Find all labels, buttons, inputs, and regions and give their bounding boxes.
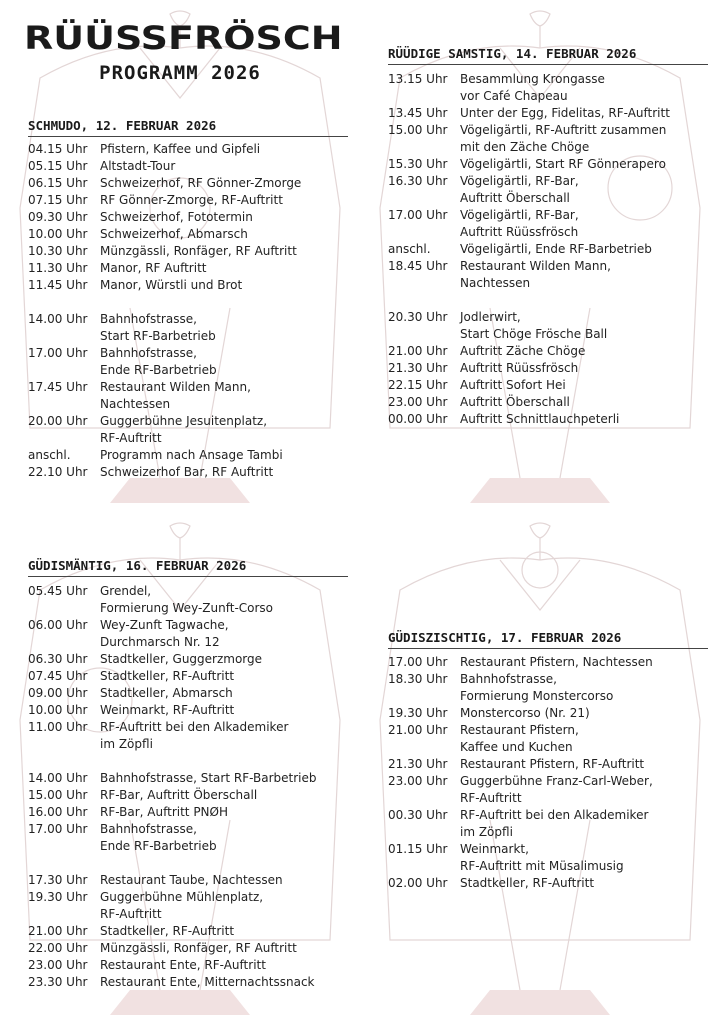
event-time: 09.30 Uhr: [28, 210, 88, 224]
schedule-row: [28, 583, 358, 617]
day-title: GÜDISZISCHTIG, 17. FEBRUAR 2026: [388, 630, 622, 645]
event-time: 22.15 Uhr: [388, 378, 448, 392]
schedule-row: [28, 464, 358, 481]
event-time: 17.00 Uhr: [28, 822, 88, 836]
event-time: 17.00 Uhr: [388, 655, 448, 669]
schedule-row: [388, 377, 718, 394]
event-time: 05.45 Uhr: [28, 584, 88, 598]
event-text: Stadtkeller, Abmarsch: [100, 686, 233, 700]
event-text: Stadtkeller, RF-Auftritt: [100, 924, 235, 938]
program-card-monday: [10, 520, 350, 1015]
event-time: 21.30 Uhr: [388, 361, 448, 375]
event-time: 15.00 Uhr: [28, 788, 88, 802]
schedule-row: [388, 807, 718, 841]
event-time: 13.15 Uhr: [388, 72, 448, 86]
event-time: 16.00 Uhr: [28, 805, 88, 819]
event-time: 04.15 Uhr: [28, 142, 88, 156]
event-text: Stadtkeller, RF-Auftritt: [100, 669, 235, 683]
schedule-row: [28, 345, 358, 379]
event-text: RF-Bar, Auftritt PNØH: [100, 805, 228, 819]
schedule-row: [28, 923, 358, 940]
schedule-row: [28, 787, 358, 804]
event-text: Auftritt Öberschall: [460, 395, 570, 409]
event-time: 21.00 Uhr: [388, 344, 448, 358]
schedule-row: [28, 685, 358, 702]
event-time: 15.00 Uhr: [388, 123, 448, 137]
schedule-row: [28, 158, 358, 175]
event-time: 23.00 Uhr: [28, 958, 88, 972]
schedule-row: [28, 617, 358, 651]
event-text: Bahnhofstrasse, Start RF-Barbetrieb: [100, 312, 216, 343]
event-time: 10.00 Uhr: [28, 703, 88, 717]
event-text: RF-Bar, Auftritt Öberschall: [100, 788, 258, 802]
event-text: Auftritt Zäche Chöge: [460, 344, 586, 358]
event-time: 20.00 Uhr: [28, 414, 88, 428]
event-time: anschl.: [28, 448, 71, 462]
brand-wordmark: RÜÜSSFRÖSCH: [24, 19, 343, 57]
event-text: Bahnhofstrasse, Ende RF-Barbetrieb: [100, 346, 217, 377]
schedule-row: [388, 394, 718, 411]
schedule-row: [28, 872, 358, 889]
event-text: Auftritt Rüüssfrösch: [460, 361, 579, 375]
event-time: anschl.: [388, 242, 431, 256]
schedule-row: [28, 447, 358, 464]
event-time: 19.30 Uhr: [388, 706, 448, 720]
event-text: Bahnhofstrasse, Formierung Monstercorso: [460, 672, 614, 703]
event-text: Jodlerwirt, Start Chöge Frösche Ball: [460, 310, 608, 341]
event-text: Vögeligärtli, RF-Auftritt zusammen mit den Zäche Chöge: [460, 123, 667, 154]
title-divider: [388, 64, 708, 65]
program-card-saturday: [370, 8, 710, 503]
event-text: Restaurant Taube, Nachtessen: [100, 873, 283, 887]
event-text: Schweizerhof Bar, RF Auftritt: [100, 465, 274, 479]
event-text: Vögeligärtli, RF-Bar, Auftritt Rüüssfrösch: [460, 208, 579, 239]
event-time: 20.30 Uhr: [388, 310, 448, 324]
event-text: Restaurant Wilden Mann, Nachtessen: [460, 259, 611, 290]
schedule-row: [388, 722, 718, 756]
event-time: 16.30 Uhr: [388, 174, 448, 188]
event-text: Münzgässli, Ronfäger, RF Auftritt: [100, 244, 297, 258]
event-text: Guggerbühne Franz-Carl-Weber, RF-Auftritt: [460, 774, 653, 805]
event-text: Guggerbühne Jesuitenplatz, RF-Auftritt: [100, 414, 268, 445]
event-time: 06.30 Uhr: [28, 652, 88, 666]
schedule-row: [28, 141, 358, 158]
event-text: Schweizerhof, RF Gönner-Zmorge: [100, 176, 302, 190]
event-time: 00.30 Uhr: [388, 808, 448, 822]
schedule-row: [28, 209, 358, 226]
program-subtitle: PROGRAMM 2026: [99, 62, 261, 84]
program-card-tuesday: [370, 520, 710, 1015]
schedule-row: [28, 889, 358, 923]
schedule-row: [388, 122, 718, 156]
schedule-row: [388, 71, 718, 105]
event-text: Auftritt Schnittlauchpeterli: [460, 412, 620, 426]
event-time: 17.45 Uhr: [28, 380, 88, 394]
schedule-row: [28, 175, 358, 192]
event-time: 14.00 Uhr: [28, 771, 88, 785]
schedule-row: [28, 243, 358, 260]
event-text: Weinmarkt, RF-Auftritt: [100, 703, 235, 717]
day-title: GÜDISMÄNTIG, 16. FEBRUAR 2026: [28, 558, 247, 573]
schedule-row: [388, 705, 718, 722]
event-time: 13.45 Uhr: [388, 106, 448, 120]
schedule-row: [28, 413, 358, 447]
event-time: 17.00 Uhr: [28, 346, 88, 360]
event-time: 00.00 Uhr: [388, 412, 448, 426]
event-text: Wey-Zunft Tagwache, Durchmarsch Nr. 12: [100, 618, 229, 649]
event-text: Stadtkeller, Guggerzmorge: [100, 652, 263, 666]
event-time: 10.30 Uhr: [28, 244, 88, 258]
event-text: Manor, RF Auftritt: [100, 261, 207, 275]
event-text: Vögeligärtli, RF-Bar, Auftritt Öberschall: [460, 174, 579, 205]
schedule-row: [28, 260, 358, 277]
schedule-row: [28, 974, 358, 991]
schedule-row: [388, 875, 718, 892]
title-divider: [28, 576, 348, 577]
event-time: 11.45 Uhr: [28, 278, 88, 292]
event-time: 19.30 Uhr: [28, 890, 88, 904]
day-title: SCHMUDO, 12. FEBRUAR 2026: [28, 118, 217, 133]
schedule-row: [388, 411, 718, 428]
event-time: 22.00 Uhr: [28, 941, 88, 955]
event-time: 02.00 Uhr: [388, 876, 448, 890]
event-time: 17.00 Uhr: [388, 208, 448, 222]
event-text: Guggerbühne Mühlenplatz, RF-Auftritt: [100, 890, 264, 921]
event-text: RF Gönner-Zmorge, RF-Auftritt: [100, 193, 283, 207]
event-text: RF-Auftritt bei den Alkademiker im Zöpfli: [100, 720, 289, 751]
schedule-row: [28, 311, 358, 345]
event-text: Bahnhofstrasse, Ende RF-Barbetrieb: [100, 822, 217, 853]
event-time: 07.15 Uhr: [28, 193, 88, 207]
event-time: 05.15 Uhr: [28, 159, 88, 173]
schedule-row: [28, 651, 358, 668]
title-divider: [388, 648, 708, 649]
day-title: RÜÜDIGE SAMSTIG, 14. FEBRUAR 2026: [388, 46, 637, 61]
schedule-list: [28, 141, 358, 481]
event-text: Grendel, Formierung Wey-Zunft-Corso: [100, 584, 274, 615]
event-text: Münzgässli, Ronfäger, RF Auftritt: [100, 941, 297, 955]
event-time: 22.10 Uhr: [28, 465, 88, 479]
schedule-list: [388, 71, 718, 428]
schedule-row: [388, 173, 718, 207]
event-text: Restaurant Pfistern, Kaffee und Kuchen: [460, 723, 579, 754]
event-time: 07.45 Uhr: [28, 669, 88, 683]
event-time: 06.15 Uhr: [28, 176, 88, 190]
event-time: 01.15 Uhr: [388, 842, 448, 856]
event-time: 17.30 Uhr: [28, 873, 88, 887]
event-text: Schweizerhof, Abmarsch: [100, 227, 248, 241]
schedule-row: [28, 770, 358, 787]
event-time: 18.45 Uhr: [388, 259, 448, 273]
schedule-list: [388, 654, 718, 892]
event-time: 21.30 Uhr: [388, 757, 448, 771]
event-time: 14.00 Uhr: [28, 312, 88, 326]
event-text: Vögeligärtli, Ende RF-Barbetrieb: [460, 242, 652, 256]
schedule-row: [388, 105, 718, 122]
schedule-row: [388, 841, 718, 875]
event-time: 11.00 Uhr: [28, 720, 88, 734]
schedule-row: [388, 671, 718, 705]
schedule-row: [388, 343, 718, 360]
event-text: Weinmarkt, RF-Auftritt mit Müsalimusig: [460, 842, 624, 873]
event-text: Schweizerhof, Fototermin: [100, 210, 253, 224]
event-text: Vögeligärtli, Start RF Gönnerapero: [460, 157, 666, 171]
event-time: 09.00 Uhr: [28, 686, 88, 700]
schedule-row: [388, 207, 718, 241]
schedule-row: [388, 309, 718, 343]
schedule-row: [28, 379, 358, 413]
event-time: 11.30 Uhr: [28, 261, 88, 275]
title-divider: [28, 136, 348, 137]
schedule-row: [28, 668, 358, 685]
schedule-row: [388, 258, 718, 292]
schedule-row: [388, 756, 718, 773]
schedule-row: [388, 773, 718, 807]
event-time: 10.00 Uhr: [28, 227, 88, 241]
schedule-row: [28, 957, 358, 974]
event-text: RF-Auftritt bei den Alkademiker im Zöpfli: [460, 808, 649, 839]
event-text: Besammlung Krongasse vor Café Chapeau: [460, 72, 605, 103]
schedule-row: [28, 226, 358, 243]
schedule-row: [388, 360, 718, 377]
event-text: Unter der Egg, Fidelitas, RF-Auftritt: [460, 106, 670, 120]
schedule-row: [28, 940, 358, 957]
event-text: Pfistern, Kaffee und Gipfeli: [100, 142, 261, 156]
event-time: 21.00 Uhr: [388, 723, 448, 737]
event-time: 21.00 Uhr: [28, 924, 88, 938]
event-time: 23.00 Uhr: [388, 774, 448, 788]
schedule-row: [28, 277, 358, 294]
schedule-row: [28, 821, 358, 855]
schedule-row: [388, 156, 718, 173]
event-text: Altstadt-Tour: [100, 159, 176, 173]
event-text: Restaurant Pfistern, RF-Auftritt: [460, 757, 645, 771]
event-text: Stadtkeller, RF-Auftritt: [460, 876, 595, 890]
event-time: 18.30 Uhr: [388, 672, 448, 686]
event-text: Restaurant Pfistern, Nachtessen: [460, 655, 653, 669]
event-time: 23.00 Uhr: [388, 395, 448, 409]
event-text: Programm nach Ansage Tambi: [100, 448, 283, 462]
event-text: Auftritt Sofort Hei: [460, 378, 566, 392]
event-time: 23.30 Uhr: [28, 975, 88, 989]
schedule-row: [388, 241, 718, 258]
schedule-row: [28, 804, 358, 821]
event-text: Restaurant Ente, RF-Auftritt: [100, 958, 266, 972]
event-text: Bahnhofstrasse, Start RF-Barbetrieb: [100, 771, 317, 785]
schedule-row: [388, 654, 718, 671]
program-card-thursday: [10, 8, 350, 503]
schedule-row: [28, 702, 358, 719]
schedule-list: [28, 583, 358, 991]
event-text: Manor, Würstli und Brot: [100, 278, 243, 292]
event-text: Restaurant Ente, Mitternachtssnack: [100, 975, 315, 989]
schedule-row: [28, 192, 358, 209]
event-time: 15.30 Uhr: [388, 157, 448, 171]
schedule-row: [28, 719, 358, 753]
event-text: Restaurant Wilden Mann, Nachtessen: [100, 380, 251, 411]
event-time: 06.00 Uhr: [28, 618, 88, 632]
event-text: Monstercorso (Nr. 21): [460, 706, 590, 720]
